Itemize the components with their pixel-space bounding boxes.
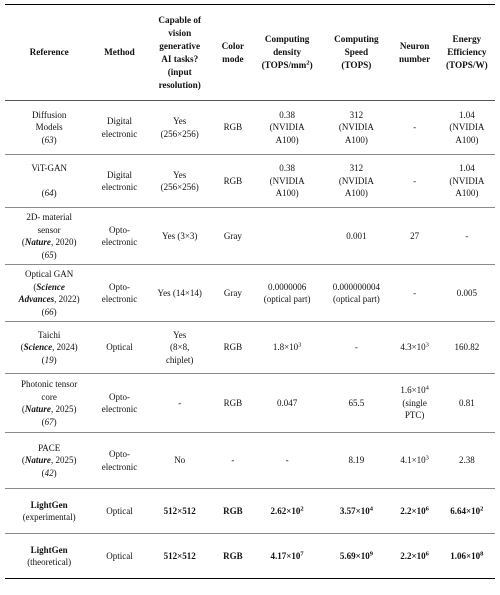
- cell-method: Opto- electronic: [93, 374, 145, 433]
- cell-reference: Optical GAN (Science Advances, 2022) (66): [5, 265, 93, 322]
- cell-density: 0.38 (NVIDIA A100): [252, 155, 322, 208]
- cell-method: Digital electronic: [93, 155, 145, 208]
- cell-efficiency: $1.06\times 10^8$: [439, 534, 495, 579]
- comparison-table-container: [5, 4, 495, 579]
- cell-method: Opto- electronic: [93, 208, 145, 265]
- cell-neuron: $1.6\times 10^4$ (single PTC): [391, 374, 439, 433]
- cell-reference: LightGen (theoretical): [5, 534, 93, 579]
- table-row: [5, 208, 495, 265]
- cell-efficiency: 1.04 (NVIDIA A100): [439, 101, 495, 155]
- cell-color-mode: -: [214, 433, 252, 489]
- cell-speed: 312 (NVIDIA A100): [322, 155, 390, 208]
- cell-color-mode: RGB: [214, 374, 252, 433]
- table-row: [5, 534, 495, 579]
- cell-density: $4.17\times 10^7$: [252, 534, 322, 579]
- cell-capable: 512×512: [146, 489, 214, 534]
- cell-method: Digital electronic: [93, 101, 145, 155]
- cell-efficiency: 160.82: [439, 322, 495, 374]
- cell-efficiency: $6.64\times 10^2$: [439, 489, 495, 534]
- table-row: [5, 155, 495, 208]
- cell-efficiency: 0.005: [439, 265, 495, 322]
- header-capable: Capable of vision generative AI tasks? (input resolution): [146, 5, 214, 101]
- cell-method: Optical: [93, 534, 145, 579]
- cell-capable: Yes (3×3): [146, 208, 214, 265]
- cell-color-mode: RGB: [214, 101, 252, 155]
- cell-reference: LightGen (experimental): [5, 489, 93, 534]
- cell-efficiency: -: [439, 208, 495, 265]
- cell-efficiency: 0.81: [439, 374, 495, 433]
- cell-efficiency: 2.38: [439, 433, 495, 489]
- cell-neuron: $4.3\times 10^3$: [391, 322, 439, 374]
- cell-efficiency: 1.04 (NVIDIA A100): [439, 155, 495, 208]
- cell-color-mode: RGB: [214, 155, 252, 208]
- cell-speed: -: [322, 322, 390, 374]
- cell-method: Opto- electronic: [93, 265, 145, 322]
- cell-reference: Diffusion Models (63): [5, 101, 93, 155]
- cell-neuron: 27: [391, 208, 439, 265]
- cell-neuron: $4.1\times 10^3$: [391, 433, 439, 489]
- header-neuron-number: Neuron number: [391, 5, 439, 101]
- cell-capable: Yes (8×8, chiplet): [146, 322, 214, 374]
- cell-capable: -: [146, 374, 214, 433]
- cell-speed: 65.5: [322, 374, 390, 433]
- cell-density: 0.047: [252, 374, 322, 433]
- cell-capable: Yes (256×256): [146, 101, 214, 155]
- cell-reference: PACE (Nature, 2025) (42): [5, 433, 93, 489]
- cell-reference: Taichi (Science, 2024) (19): [5, 322, 93, 374]
- cell-speed: 0.000000004 (optical part): [322, 265, 390, 322]
- cell-reference: 2D- material sensor (Nature, 2020) (65): [5, 208, 93, 265]
- table-row: [5, 374, 495, 433]
- cell-capable: No: [146, 433, 214, 489]
- cell-density: $2.62\times 10^2$: [252, 489, 322, 534]
- cell-color-mode: Gray: [214, 208, 252, 265]
- header-computing-density: Computing density $(TOPS/mm^2)$: [252, 5, 322, 101]
- header-method: Method: [93, 5, 145, 101]
- cell-capable: Yes (14×14): [146, 265, 214, 322]
- cell-method: Opto- electronic: [93, 433, 145, 489]
- table-row: [5, 489, 495, 534]
- cell-color-mode: RGB: [214, 534, 252, 579]
- cell-neuron: $2.2\times 10^6$: [391, 534, 439, 579]
- cell-neuron: -: [391, 265, 439, 322]
- cell-neuron: -: [391, 155, 439, 208]
- cell-color-mode: RGB: [214, 489, 252, 534]
- cell-capable: Yes (256×256): [146, 155, 214, 208]
- cell-reference: ViT-GAN (64): [5, 155, 93, 208]
- cell-density: 0.0000006 (optical part): [252, 265, 322, 322]
- table-row: [5, 433, 495, 489]
- cell-method: Optical: [93, 489, 145, 534]
- header-energy-efficiency: Energy Efficiency (TOPS/W): [439, 5, 495, 101]
- cell-capable: 512×512: [146, 534, 214, 579]
- cell-density: $1.8\times 10^3$: [252, 322, 322, 374]
- cell-speed: $3.57\times 10^4$: [322, 489, 390, 534]
- cell-method: Optical: [93, 322, 145, 374]
- cell-speed: 312 (NVIDIA A100): [322, 101, 390, 155]
- table-row: [5, 322, 495, 374]
- cell-speed: 0.001: [322, 208, 390, 265]
- header-reference: Reference: [5, 5, 93, 101]
- table-row: [5, 101, 495, 155]
- header-row: [5, 5, 495, 101]
- table-row: [5, 265, 495, 322]
- cell-density: -: [252, 433, 322, 489]
- header-color-mode: Color mode: [214, 5, 252, 101]
- cell-color-mode: RGB: [214, 322, 252, 374]
- cell-reference: Photonic tensor core (Nature, 2025) (67): [5, 374, 93, 433]
- cell-neuron: -: [391, 101, 439, 155]
- cell-neuron: $2.2\times 10^6$: [391, 489, 439, 534]
- cell-color-mode: Gray: [214, 265, 252, 322]
- cell-speed: 8.19: [322, 433, 390, 489]
- comparison-table: [5, 4, 495, 579]
- cell-speed: $5.69\times 10^9$: [322, 534, 390, 579]
- cell-density: 0.38 (NVIDIA A100): [252, 101, 322, 155]
- header-computing-speed: Computing Speed (TOPS): [322, 5, 390, 101]
- cell-density: [252, 208, 322, 265]
